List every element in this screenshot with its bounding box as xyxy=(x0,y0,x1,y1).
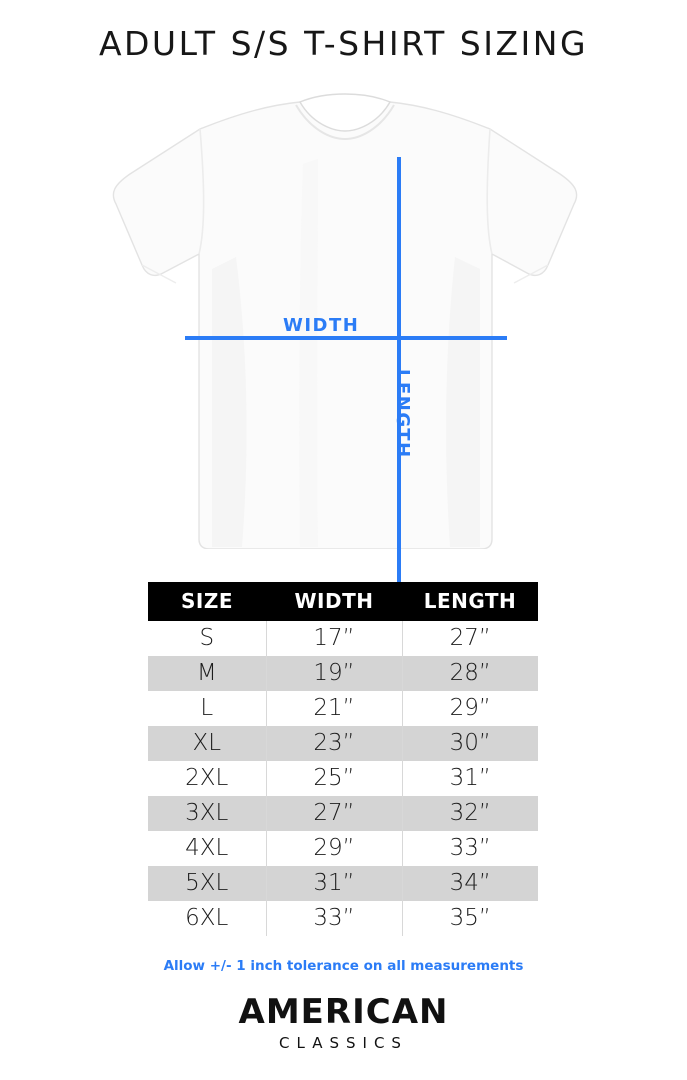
cell-size: M xyxy=(148,656,266,691)
cell-size: 5XL xyxy=(148,866,266,901)
page-title: ADULT S/S T-SHIRT SIZING xyxy=(98,24,589,63)
cell-length: 33” xyxy=(402,831,538,866)
cell-length: 34” xyxy=(402,866,538,901)
brand-name: AMERICAN xyxy=(238,992,449,1032)
length-label: LENGTH xyxy=(392,369,413,459)
cell-width: 19” xyxy=(266,656,402,691)
cell-size: 4XL xyxy=(148,831,266,866)
cell-length: 32” xyxy=(402,796,538,831)
column-header-width: WIDTH xyxy=(266,582,402,621)
cell-length: 31” xyxy=(402,761,538,796)
cell-width: 27” xyxy=(266,796,402,831)
cell-size: L xyxy=(148,691,266,726)
table-row xyxy=(148,901,538,936)
cell-length: 28” xyxy=(402,656,538,691)
width-label: WIDTH xyxy=(283,315,360,336)
cell-width: 25” xyxy=(266,761,402,796)
table-header-row xyxy=(148,582,538,621)
cell-length: 27” xyxy=(402,621,538,656)
cell-width: 17” xyxy=(266,621,402,656)
width-measure-line xyxy=(185,336,507,340)
table-row xyxy=(148,621,538,656)
table-row xyxy=(148,761,538,796)
brand-subtitle: CLASSICS xyxy=(279,1034,408,1052)
table-row xyxy=(148,691,538,726)
cell-width: 23” xyxy=(266,726,402,761)
size-table xyxy=(148,582,538,936)
column-header-size: SIZE xyxy=(148,582,266,621)
cell-width: 31” xyxy=(266,866,402,901)
cell-size: 6XL xyxy=(148,901,266,936)
cell-length: 29” xyxy=(402,691,538,726)
cell-length: 35” xyxy=(402,901,538,936)
table-row xyxy=(148,656,538,691)
table-row xyxy=(148,866,538,901)
cell-size: 3XL xyxy=(148,796,266,831)
column-header-length: LENGTH xyxy=(402,582,538,621)
cell-size: S xyxy=(148,621,266,656)
cell-size: 2XL xyxy=(148,761,266,796)
cell-width: 21” xyxy=(266,691,402,726)
size-table-container xyxy=(148,582,538,936)
tshirt-illustration xyxy=(0,69,687,549)
brand-logo xyxy=(0,992,687,1052)
cell-length: 30” xyxy=(402,726,538,761)
tolerance-note: Allow +/- 1 inch tolerance on all measurements xyxy=(163,958,524,974)
table-row xyxy=(148,831,538,866)
cell-width: 29” xyxy=(266,831,402,866)
table-row xyxy=(148,726,538,761)
cell-width: 33” xyxy=(266,901,402,936)
cell-size: XL xyxy=(148,726,266,761)
table-row xyxy=(148,796,538,831)
shirt-diagram xyxy=(0,69,687,549)
